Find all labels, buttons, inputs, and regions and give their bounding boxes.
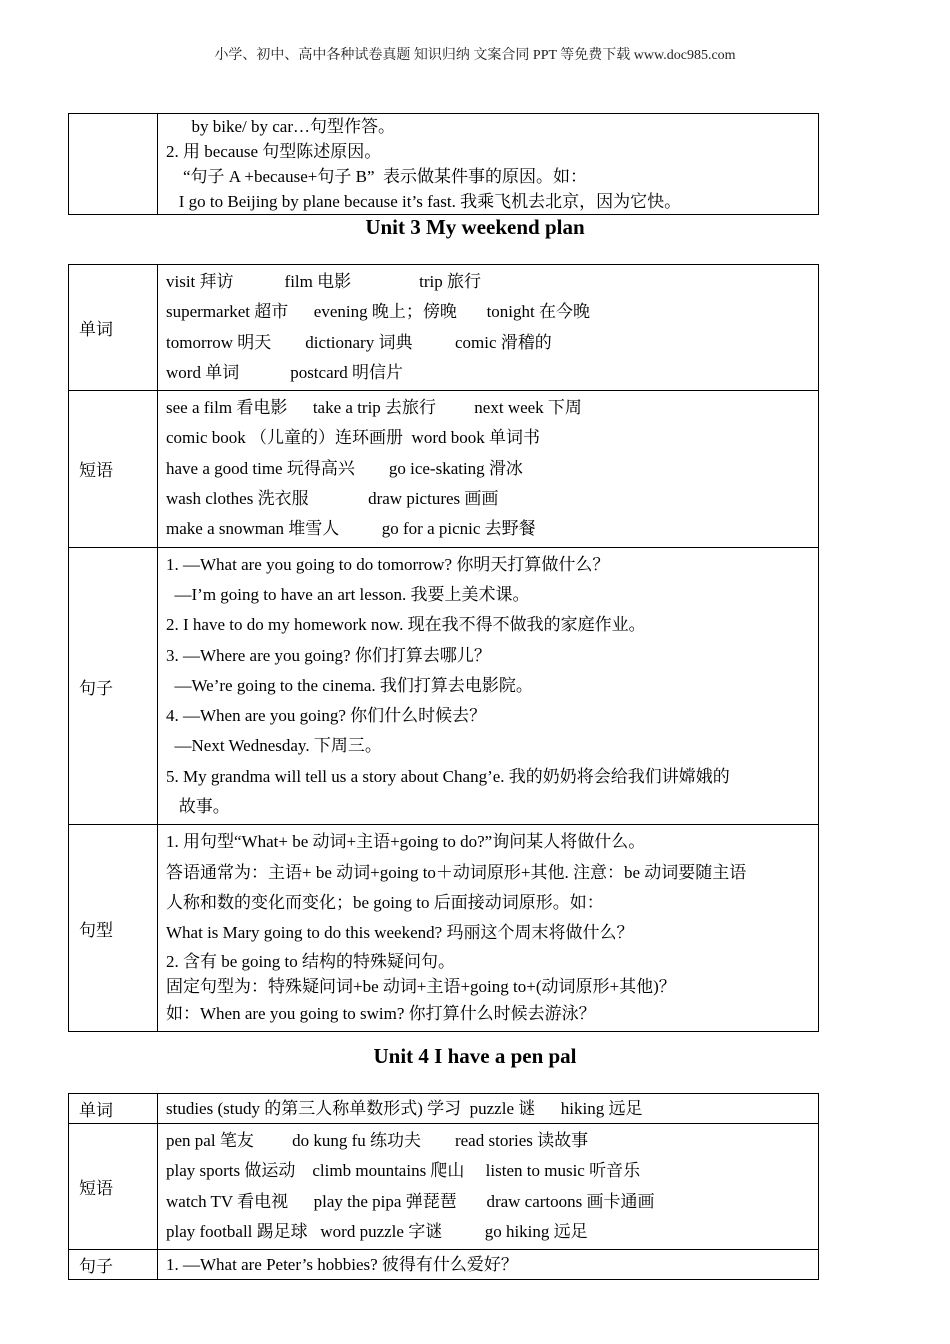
text-line: —I’m going to have an art lesson. 我要上美术课。 [166,584,530,604]
text-line: pen pal 笔友 do kung fu 练功夫 read stories 读故事 [166,1131,589,1150]
text-line: studies (study 的第三人称单数形式) 学习 puzzle 谜 hiking 远足 [166,1099,643,1118]
text-line: word 单词 postcard 明信片 [166,362,404,382]
text-line: What is Mary going to do this weekend? 玛丽这个周末将做什么？ [166,923,634,943]
text-line: supermarket 超市 evening 晚上；傍晚 tonight 在今晚 [166,302,591,322]
text-line: 固定句型为：特殊疑问词+be 动词+主语+going to+(动词原形+其他)？ [166,976,676,996]
text-line: 1. 用句型“What+ be 动词+主语+going to do?”询问某人将做什么。 [166,832,646,852]
text-line: 如：When are you going to swim? 你打算什么时候去游泳？ [166,1003,596,1023]
text-line: comic book （儿童的）连环画册 word book 单词书 [166,428,540,448]
text-line: —Next Wednesday. 下周三。 [166,736,382,756]
table-row-phrases [69,1124,819,1250]
unit3-table [68,264,819,1032]
text-line: 2. 用 because 句型陈述原因。 [166,142,382,161]
text-line: 故事。 [166,797,230,817]
page-header: 小学、初中、高中各种试卷真题 知识归纳 文案合同 PPT 等免费下载 www.doc985.com [214,48,736,63]
text-line: tomorrow 明天 dictionary 词典 comic 滑稽的 [166,332,552,352]
row-label-words: 单词 [69,265,158,391]
text-line: watch TV 看电视 play the pipa 弹琵琶 draw cartoons 画卡通画 [166,1191,655,1211]
text-line: make a snowman 堆雪人 go for a picnic 去野餐 [166,519,536,539]
row-content-patterns [158,825,819,1031]
unit4-title: Unit 4 I have a pen pal [373,1044,577,1068]
text-line: 3. —Where are you going? 你们打算去哪儿？ [166,645,491,665]
text-line: I go to Beijing by plane because it’s fast. 我乘飞机去北京，因为它快。 [166,192,682,211]
table-row-sentences [69,547,819,825]
text-line: —We’re going to the cinema. 我们打算去电影院。 [166,675,533,695]
text-line: 1. —What are Peter’s hobbies? 彼得有什么爱好？ [166,1255,518,1275]
text-line: 2. I have to do my homework now. 现在我不得不做我的家庭作业。 [166,615,646,635]
unit4-table [68,1093,819,1280]
table-row-sentences [69,1250,819,1280]
row-label-words: 单词 [69,1094,158,1124]
table-row [69,114,819,215]
text-line: play football 踢足球 word puzzle 字谜 go hiking 远足 [166,1221,588,1241]
row-content [158,114,819,215]
text-line: 5. My grandma will tell us a story about Chang’e. 我的奶奶将会给我们讲嫦娥的 [166,766,730,786]
row-content-words [158,265,819,391]
text-line: by bike/ by car…句型作答。 [166,117,395,136]
row-content-phrases [158,1124,819,1250]
row-label-phrases: 短语 [69,1124,158,1250]
row-content-sentences [158,1250,819,1280]
text-line: visit 拜访 film 电影 trip 旅行 [166,272,481,291]
text-line: 1. —What are you going to do tomorrow? 你明天打算做什么？ [166,554,610,574]
row-content-words [158,1094,819,1124]
text-line: “句子 A +because+句子 B” 表示做某件事的原因。如： [166,167,587,186]
row-label-phrases: 短语 [69,391,158,547]
table-row-patterns [69,825,819,1031]
table-row-words [69,1094,819,1124]
row-content-sentences [158,547,819,825]
row-label [69,114,158,215]
row-content-phrases [158,391,819,547]
text-line: 2. 含有 be going to 结构的特殊疑问句。 [166,951,455,971]
table-row-words [69,265,819,391]
row-label-sentences: 句子 [69,547,158,825]
unit3-title: Unit 3 My weekend plan [365,215,585,239]
text-line: wash clothes 洗衣服 draw pictures 画画 [166,489,499,509]
text-line: 答语通常为：主语+ be 动词+going to＋动词原形+其他. 注意：be 动词要随主语 [166,862,747,882]
row-label-sentences: 句子 [69,1250,158,1280]
text-line: play sports 做运动 climb mountains 爬山 listen to music 听音乐 [166,1161,641,1181]
table-row-phrases [69,391,819,547]
row-label-patterns: 句型 [69,825,158,1031]
top-table [68,113,819,215]
text-line: see a film 看电影 take a trip 去旅行 next week 下周 [166,398,582,418]
text-line: have a good time 玩得高兴 go ice-skating 滑冰 [166,458,523,478]
text-line: 人称和数的变化而变化；be going to 后面接动词原形。如： [166,892,604,912]
text-line: 4. —When are you going? 你们什么时候去？ [166,706,487,726]
